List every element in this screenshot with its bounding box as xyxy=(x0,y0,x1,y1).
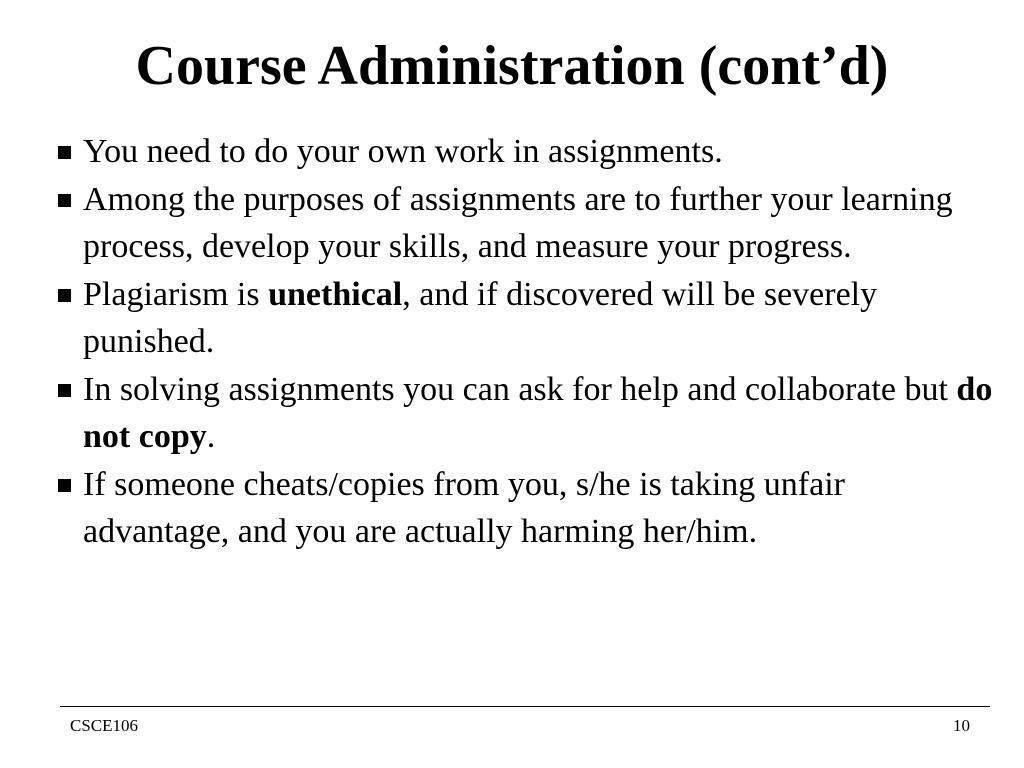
slide-title: Course Administration (cont’d) xyxy=(135,35,889,97)
square-bullet-icon xyxy=(58,479,71,492)
bullet-text: You need to do your own work in assignments. xyxy=(83,133,723,170)
square-bullet-icon xyxy=(58,384,71,397)
emphasis-text: unethical xyxy=(268,275,403,313)
footer-page-number: 10 xyxy=(953,716,970,735)
footer-course-code: CSCE106 xyxy=(70,716,139,735)
bullet-text: If someone cheats/copies from you, s/he is taking unfair advantage, and you are actually harming her/him. xyxy=(83,465,845,550)
square-bullet-icon xyxy=(58,194,71,207)
emphasis-text: do not copy xyxy=(83,370,993,455)
bullet-text: In solving assignments you can ask for help and collaborate but do not copy. xyxy=(83,370,993,455)
bullet-text: Among the purposes of assignments are to further your learning process, develop your skills, and measure your progress. xyxy=(83,180,953,265)
square-bullet-icon xyxy=(58,289,71,302)
bullet-list xyxy=(56,128,996,556)
bullet-item xyxy=(56,271,996,366)
footer-divider xyxy=(60,706,990,707)
bullet-item xyxy=(56,366,996,461)
square-bullet-icon xyxy=(58,146,71,159)
bullet-item xyxy=(56,176,996,271)
bullet-item xyxy=(56,128,996,176)
bullet-text: Plagiarism is unethical, and if discovered will be severely punished. xyxy=(83,275,878,360)
bullet-item xyxy=(56,461,996,556)
